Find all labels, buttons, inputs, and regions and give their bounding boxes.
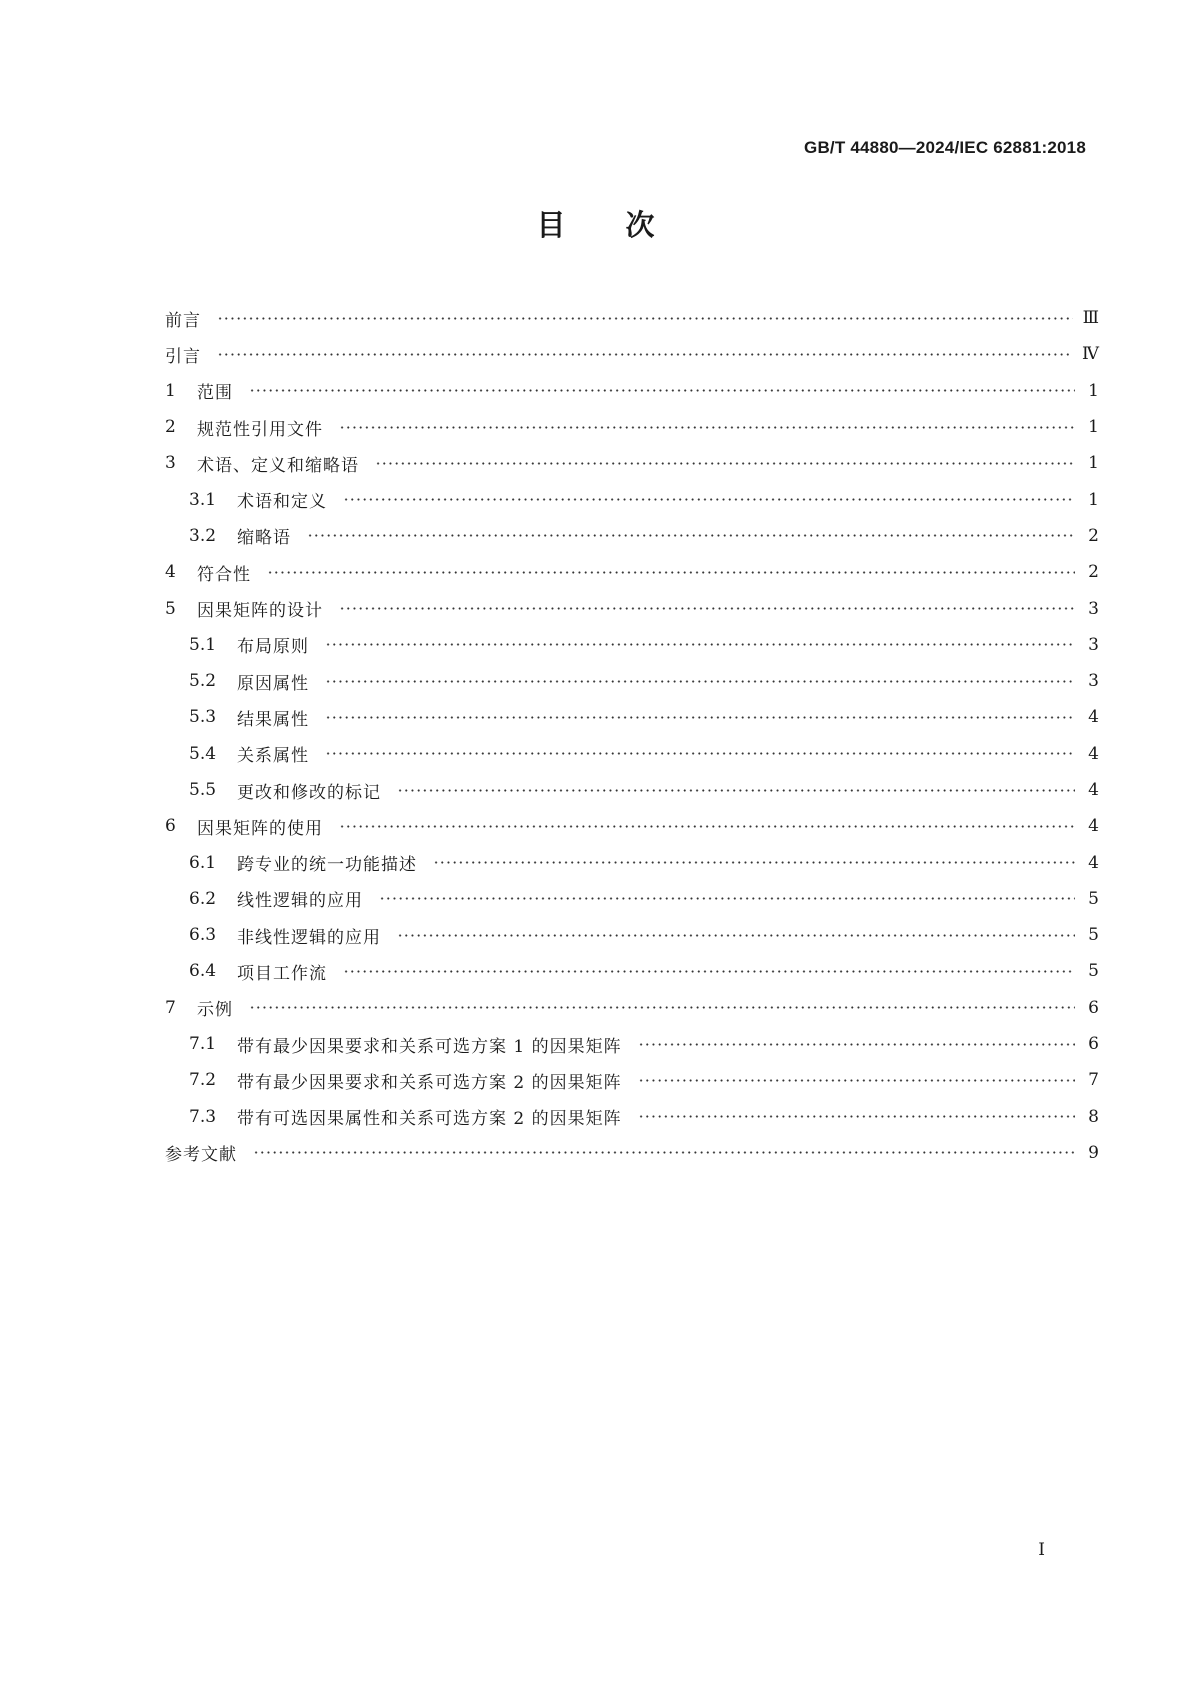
toc-entry-label: 跨专业的统一功能描述 — [237, 855, 417, 876]
dot-leader — [638, 1072, 1075, 1089]
dot-leader — [217, 346, 1072, 363]
dot-leader — [343, 963, 1075, 980]
page-title: 目次 — [536, 208, 715, 242]
standard-code: GB/T 44880—2024/IEC 62881:2018 — [804, 138, 1086, 157]
page-number: Ⅰ — [1038, 1540, 1045, 1560]
dot-leader — [638, 1108, 1075, 1125]
toc-entry-page: 5 — [1088, 888, 1099, 909]
toc-entry-label: 项目工作流 — [237, 963, 327, 984]
toc-entry-label: 示例 — [197, 1000, 233, 1021]
toc-entry-label: 缩略语 — [237, 528, 291, 549]
dot-leader — [339, 600, 1075, 617]
toc-entry[interactable] — [165, 1026, 1099, 1062]
dot-leader — [397, 927, 1075, 944]
dot-leader — [638, 1036, 1075, 1053]
toc-entry-page: 1 — [1088, 489, 1099, 510]
toc-entry-page: 4 — [1088, 707, 1099, 728]
dot-leader — [307, 527, 1075, 544]
toc-entry-page: 3 — [1088, 598, 1099, 619]
dot-leader — [433, 854, 1075, 871]
toc-entry[interactable] — [165, 590, 1099, 626]
toc-entry[interactable] — [165, 808, 1099, 844]
toc-entry-number: 1 — [165, 380, 176, 401]
toc-entry-label: 前言 — [165, 310, 201, 331]
toc-entry[interactable] — [165, 663, 1099, 699]
toc-entry-page: 5 — [1088, 925, 1099, 946]
toc-entry-number: 5.4 — [189, 743, 217, 764]
toc-entry-label: 线性逻辑的应用 — [237, 891, 363, 912]
toc-entry-page: 1 — [1088, 453, 1099, 474]
toc-entry-label: 因果矩阵的设计 — [197, 601, 323, 622]
toc-entry-label: 术语、定义和缩略语 — [197, 455, 359, 476]
dot-leader — [249, 999, 1075, 1016]
toc-entry-label: 范围 — [197, 383, 233, 404]
toc-entry-page: 2 — [1088, 562, 1099, 583]
toc-entry-page: 2 — [1088, 525, 1099, 546]
toc-entry-number: 5.3 — [189, 707, 217, 728]
toc-entry-page: 4 — [1088, 852, 1099, 873]
toc-entry[interactable] — [165, 627, 1099, 663]
toc-entry[interactable] — [165, 1099, 1099, 1135]
dot-leader — [339, 818, 1075, 835]
toc-entry-number: 3.2 — [189, 525, 217, 546]
dot-leader — [397, 782, 1075, 799]
toc-entry[interactable] — [165, 481, 1099, 517]
table-of-contents — [165, 300, 1099, 1171]
toc-entry-label: 原因属性 — [237, 673, 309, 694]
toc-entry-page: Ⅲ — [1082, 308, 1099, 329]
dot-leader — [343, 491, 1075, 508]
toc-entry[interactable] — [165, 336, 1099, 372]
toc-entry-page: 1 — [1088, 417, 1099, 438]
dot-leader — [379, 890, 1075, 907]
dot-leader — [325, 709, 1075, 726]
toc-entry-label: 带有最少因果要求和关系可选方案 2 的因果矩阵 — [237, 1072, 622, 1093]
toc-entry-page: 4 — [1088, 780, 1099, 800]
toc-entry-label: 带有最少因果要求和关系可选方案 1 的因果矩阵 — [237, 1036, 622, 1057]
toc-entry-number: 7.2 — [189, 1070, 217, 1091]
toc-entry-number: 2 — [165, 417, 176, 438]
toc-entry[interactable] — [165, 1135, 1099, 1171]
toc-entry[interactable] — [165, 554, 1099, 590]
toc-entry-page: 4 — [1088, 816, 1099, 837]
dot-leader — [253, 1144, 1075, 1161]
toc-entry-number: 5.2 — [189, 671, 217, 692]
toc-entry[interactable] — [165, 844, 1099, 880]
toc-entry[interactable] — [165, 990, 1099, 1026]
toc-entry-page: 5 — [1088, 961, 1099, 982]
toc-entry-number: 6.1 — [189, 852, 217, 873]
toc-entry-page: Ⅳ — [1082, 344, 1099, 365]
dot-leader — [325, 636, 1075, 653]
toc-entry-label: 因果矩阵的使用 — [197, 818, 323, 839]
toc-entry-label: 符合性 — [197, 564, 251, 585]
toc-entry-number: 6.2 — [189, 888, 217, 909]
toc-entry[interactable] — [165, 736, 1099, 772]
toc-entry-number: 3.1 — [189, 489, 217, 510]
dot-leader — [339, 419, 1075, 436]
toc-entry[interactable] — [165, 1062, 1099, 1098]
toc-entry-page: 4 — [1088, 743, 1099, 764]
toc-entry-number: 4 — [165, 562, 176, 583]
toc-entry-page: 6 — [1088, 997, 1099, 1018]
toc-entry-number: 7.3 — [189, 1106, 217, 1127]
toc-entry-number: 6 — [165, 816, 176, 837]
toc-entry-label: 关系属性 — [237, 746, 309, 767]
toc-entry-number: 3 — [165, 453, 176, 474]
toc-entry-label: 规范性引用文件 — [197, 419, 323, 440]
toc-entry-label: 更改和修改的标记 — [237, 782, 381, 803]
toc-entry-label: 参考文献 — [165, 1145, 237, 1166]
toc-entry-label: 非线性逻辑的应用 — [237, 927, 381, 948]
toc-entry[interactable] — [165, 917, 1099, 953]
toc-entry-page: 8 — [1088, 1106, 1099, 1127]
toc-entry-number: 5.1 — [189, 634, 217, 655]
dot-leader — [375, 455, 1075, 472]
toc-entry-number: 7 — [165, 997, 176, 1018]
toc-entry-page: 3 — [1088, 634, 1099, 655]
toc-entry-page: 1 — [1088, 380, 1099, 401]
toc-entry[interactable] — [165, 881, 1099, 917]
toc-entry[interactable] — [165, 953, 1099, 989]
toc-entry-number: 5.5 — [189, 780, 217, 800]
dot-leader — [325, 673, 1075, 690]
toc-entry[interactable] — [165, 409, 1099, 445]
dot-leader — [325, 745, 1075, 762]
dot-leader — [249, 382, 1075, 399]
toc-entry[interactable] — [165, 300, 1099, 336]
dot-leader — [217, 310, 1073, 327]
toc-entry-label: 带有可选因果属性和关系可选方案 2 的因果矩阵 — [237, 1109, 622, 1130]
toc-entry[interactable] — [165, 518, 1099, 554]
toc-entry-label: 引言 — [165, 346, 201, 367]
toc-entry-page: 9 — [1088, 1142, 1099, 1163]
toc-entry[interactable] — [165, 772, 1099, 808]
toc-entry-label: 布局原则 — [237, 637, 309, 658]
toc-entry-page: 3 — [1088, 671, 1099, 692]
toc-entry[interactable] — [165, 699, 1099, 735]
toc-entry-label: 术语和定义 — [237, 492, 327, 513]
toc-entry-number: 7.1 — [189, 1034, 217, 1055]
toc-entry[interactable] — [165, 445, 1099, 481]
dot-leader — [267, 564, 1075, 581]
toc-entry[interactable] — [165, 373, 1099, 409]
toc-entry-page: 7 — [1088, 1070, 1099, 1091]
toc-entry-label: 结果属性 — [237, 709, 309, 730]
toc-entry-number: 6.4 — [189, 961, 217, 982]
toc-entry-page: 6 — [1088, 1034, 1099, 1055]
toc-entry-number: 5 — [165, 598, 176, 619]
toc-entry-number: 6.3 — [189, 925, 217, 946]
